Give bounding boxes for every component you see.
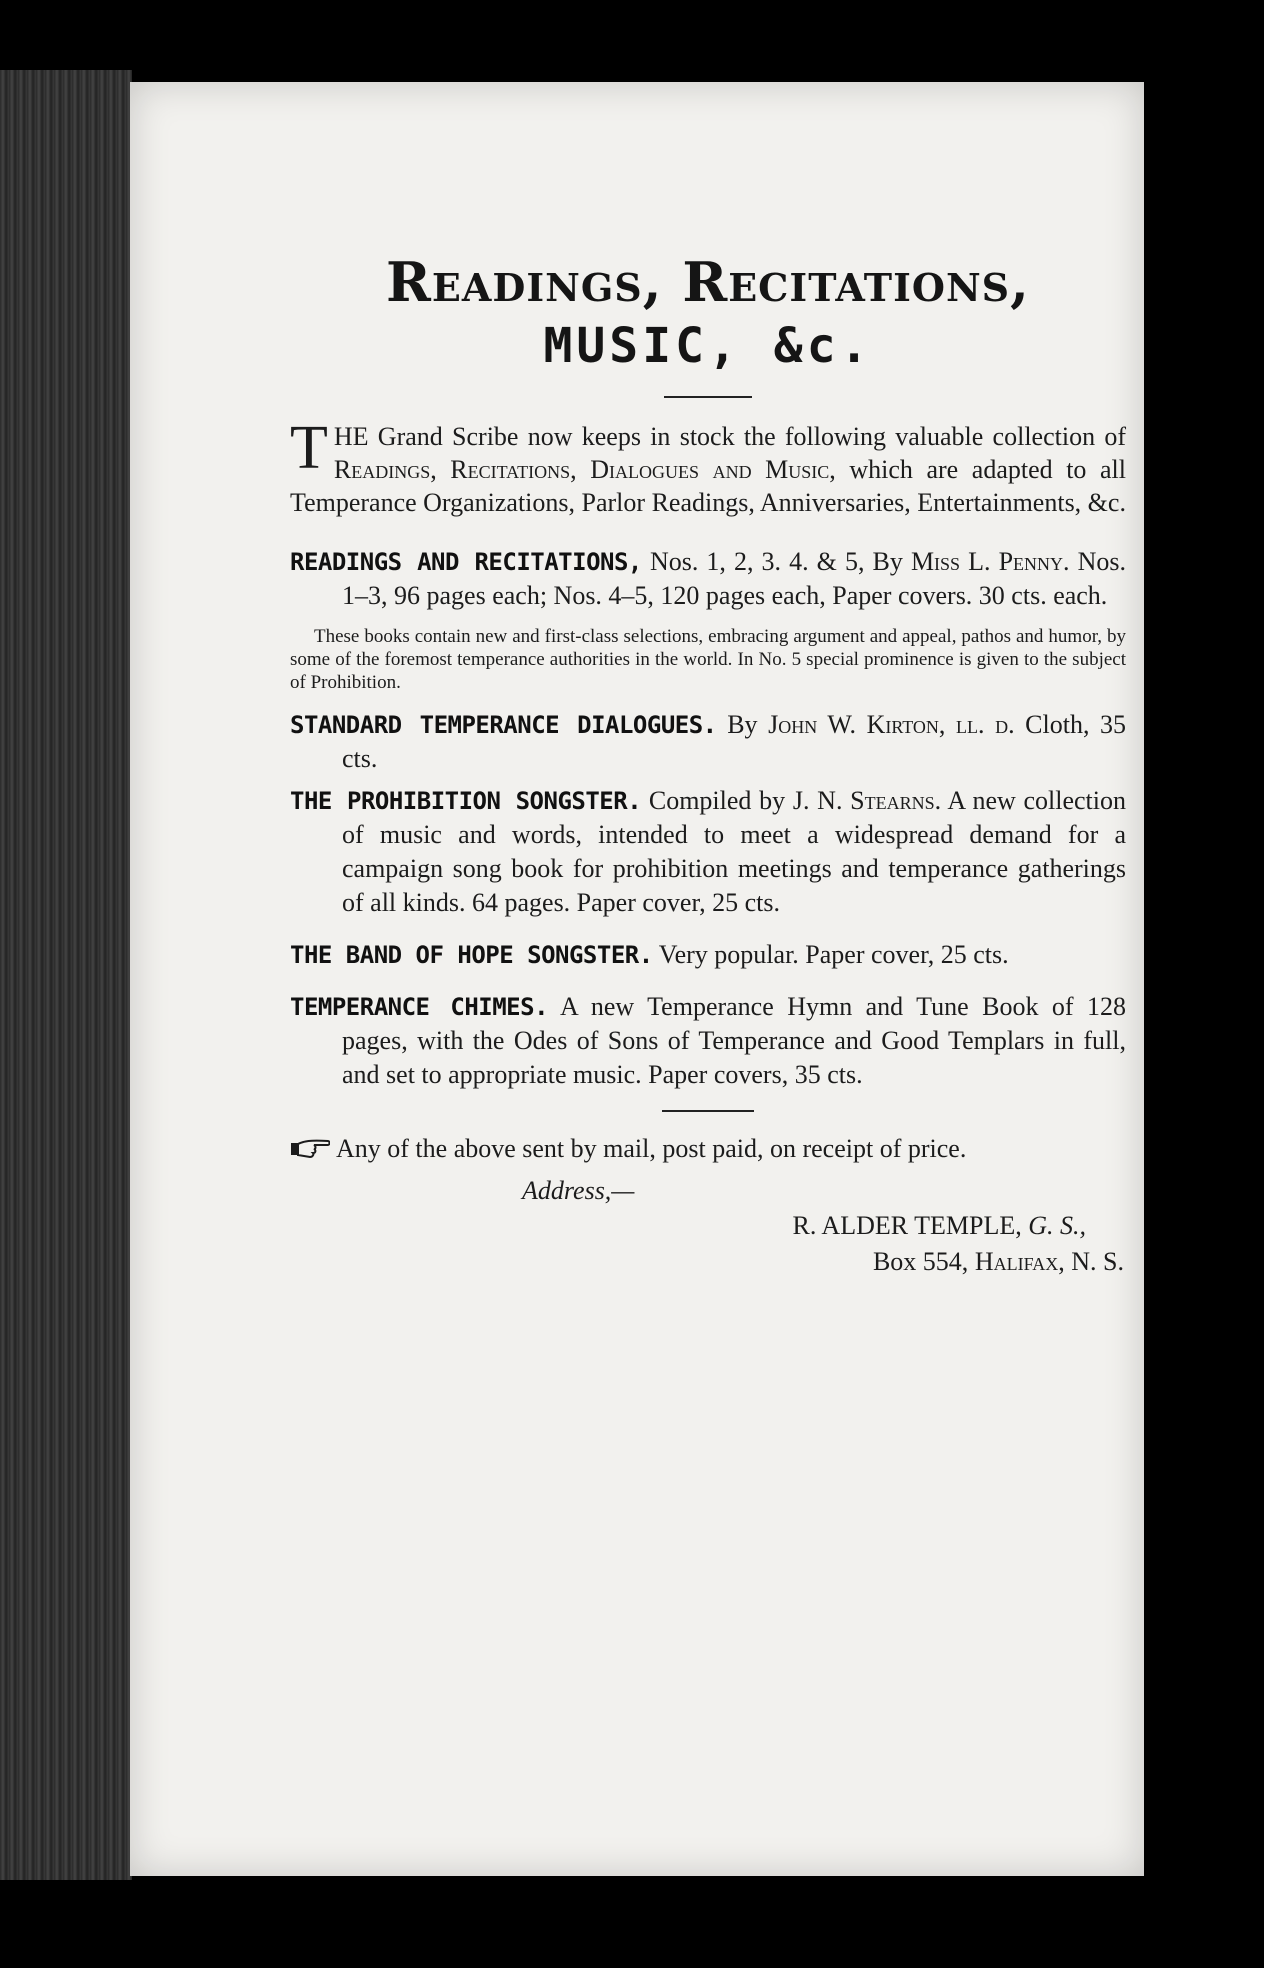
entry-text: Nos. 1, 2, 3. 4. & 5, By [641, 547, 911, 576]
mail-notice [290, 1132, 1126, 1168]
entry-text: A new Temperance Hymn and Tune Book of 128 pages, with the Odes of Sons of Temperance and Good Templars in full, and set to appropriate music. Paper covers, 35 cts. [342, 992, 1126, 1089]
pointing-hand-icon [290, 1134, 330, 1168]
box-number: Box 554, [872, 1247, 975, 1276]
box-address [290, 1244, 1126, 1280]
entry-prohibition-songster [290, 784, 1126, 920]
entry-author: John W. Kirton, ll. d. [768, 710, 1015, 739]
signer-name: R. ALDER TEMPLE, [792, 1211, 1029, 1240]
entry-standard-dialogues [290, 708, 1126, 776]
entry-text: Compiled by J. N. [641, 786, 851, 815]
address-label: Address,— [522, 1176, 635, 1205]
entry-text-end: Cloth, 35 cts. [342, 710, 1127, 773]
divider-rule [664, 396, 752, 398]
entry-text: Very popular. Paper cover, 25 cts. [652, 940, 1009, 969]
intro-text: HE Grand Scribe now keeps in stock the following valuable collection of [333, 422, 1126, 451]
entry-readings-recitations [290, 545, 1126, 613]
box-place: Halifax, N. S. [974, 1247, 1124, 1276]
intro-paragraph [290, 414, 1126, 519]
entry-band-of-hope [290, 938, 1126, 972]
entry-heading: READINGS AND RECITATIONS, [290, 548, 642, 576]
signer-line [290, 1208, 1126, 1244]
intro-text-end: which are adapted to all Temperance Organizations, Parlor Readings, Anniversaries, Entertainments, &c. [290, 455, 1126, 517]
entry-text-end: Nos. 1–3, 96 pages each; Nos. 4–5, 120 pages each, Paper covers. 30 cts. each. [342, 547, 1127, 610]
entry-author: Miss L. Penny. [910, 547, 1070, 576]
entry-temperance-chimes [290, 990, 1126, 1092]
entry-heading: THE PROHIBITION SONGSTER. [290, 787, 642, 815]
divider-rule [662, 1110, 754, 1112]
book-spine [0, 70, 132, 1880]
entry-heading: TEMPERANCE CHIMES. [290, 993, 549, 1021]
drop-cap: T [290, 414, 328, 482]
entry-author: Stearns. [850, 786, 942, 815]
entry-heading: STANDARD TEMPERANCE DIALOGUES. [290, 711, 717, 739]
advertisement [290, 250, 1126, 1280]
entry-text-end: A new collection of music and words, intended to meet a widespread demand for a campaign song book for prohibition meetings and temperance gatherings of all kinds. 64 pages. Paper cover, 25 cts. [342, 786, 1126, 917]
page-subtitle: MUSIC, &c. [543, 318, 873, 374]
notice-text: Any of the above sent by mail, post paid, on receipt of price. [336, 1134, 967, 1163]
entry-text: By [716, 710, 769, 739]
entry-note: These books contain new and first-class selections, embracing argument and appeal, pathos and humor, by some of the foremost temperance authorities in the world. In No. 5 special prominence is given to the subject of Prohibition. [290, 626, 1126, 693]
signer-title: G. S., [1028, 1211, 1086, 1240]
entry-heading: THE BAND OF HOPE SONGSTER. [290, 941, 653, 969]
intro-smallcaps: Readings, Recitations, Dialogues and Music, [333, 455, 836, 484]
page-title: Readings, Recitations, [386, 250, 1030, 314]
